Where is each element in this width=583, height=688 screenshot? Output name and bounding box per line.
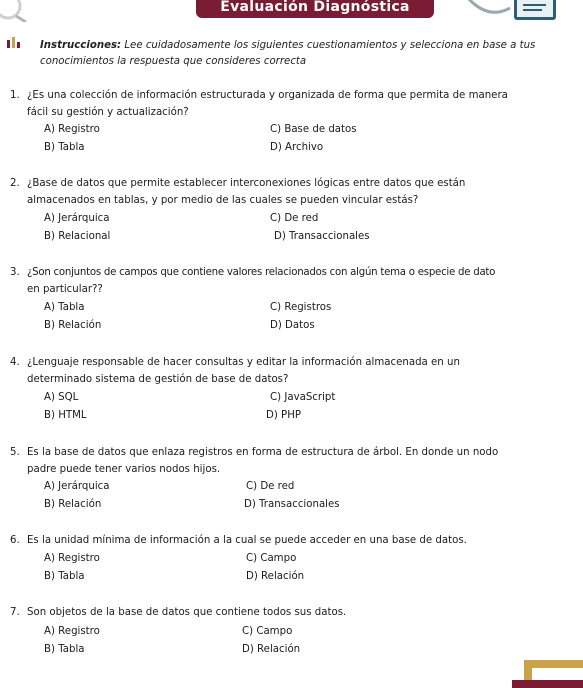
instructions-label: Instrucciones: <box>40 40 122 51</box>
question-text: ¿Es una colección de información estructurada y organizada de forma que permita de manera <box>27 90 508 101</box>
option-c[interactable]: C) Campo <box>242 626 293 637</box>
option-d[interactable]: D) Relación <box>242 644 301 655</box>
question-text: ¿Base de datos que permite establecer interconexiones lógicas entre datos que están <box>27 178 466 189</box>
option-c[interactable]: C) Registros <box>270 302 332 313</box>
question-number: 1. <box>10 90 20 101</box>
option-a[interactable]: A) SQL <box>44 392 79 403</box>
question-text-continued: en particular?? <box>27 283 103 295</box>
option-c[interactable]: C) Base de datos <box>270 124 357 135</box>
option-a[interactable]: A) Registro <box>44 124 100 135</box>
question-text-continued: padre puede tener varios nodos hijos. <box>27 463 221 475</box>
question-text-continued: determinado sistema de gestión de base de datos? <box>27 373 289 385</box>
question-text-continued: fácil su gestión y actualización? <box>27 106 189 118</box>
question-2 <box>10 176 575 209</box>
option-d[interactable]: D) PHP <box>266 410 302 421</box>
question-5 <box>10 445 575 478</box>
instructions-text: Lee cuidadosamente los siguientes cuestionamientos y selecciona en base a tus conocimientos la respuesta que consideres correcta <box>40 40 536 67</box>
question-3 <box>10 265 575 298</box>
corner-decoration <box>512 660 583 688</box>
option-c[interactable]: C) Campo <box>246 553 297 564</box>
option-d[interactable]: D) Transaccionales <box>274 231 370 242</box>
question-1 <box>10 88 575 121</box>
option-c[interactable]: C) De red <box>270 213 319 224</box>
option-a[interactable]: A) Registro <box>44 626 100 637</box>
option-b[interactable]: B) Relacional <box>44 231 111 242</box>
question-number: 5. <box>10 447 20 458</box>
question-text-continued: almacenados en tablas, y por medio de las cuales se pueden vincular estás? <box>27 194 419 206</box>
question-number: 4. <box>10 357 20 368</box>
option-d[interactable]: D) Archivo <box>270 142 324 153</box>
option-c[interactable]: C) JavaScript <box>270 392 336 403</box>
option-b[interactable]: B) Tabla <box>44 571 85 582</box>
question-number: 7. <box>10 607 20 618</box>
magnifier-icon <box>0 0 28 22</box>
page-title: Evaluación Diagnóstica <box>196 0 434 18</box>
question-text: ¿Lenguaje responsable de hacer consultas y editar la información almacenada en un <box>27 357 460 368</box>
instructions <box>40 38 560 70</box>
bar-chart-icon <box>7 36 23 48</box>
option-a[interactable]: A) Registro <box>44 553 100 564</box>
option-b[interactable]: B) Relación <box>44 499 102 510</box>
question-text: Son objetos de la base de datos que contiene todos sus datos. <box>27 607 347 618</box>
question-number: 2. <box>10 178 20 189</box>
option-b[interactable]: B) HTML <box>44 410 87 421</box>
question-text: ¿Son conjuntos de campos que contiene valores relacionados con algún tema o especie de dato <box>27 267 496 278</box>
question-4 <box>10 355 575 388</box>
option-b[interactable]: B) Tabla <box>44 142 85 153</box>
question-number: 3. <box>10 267 20 278</box>
option-d[interactable]: D) Transaccionales <box>244 499 340 510</box>
option-a[interactable]: A) Jerárquica <box>44 213 110 224</box>
question-text: Es la base de datos que enlaza registros en forma de estructura de árbol. En donde un nodo <box>27 447 499 458</box>
question-number: 6. <box>10 535 20 546</box>
option-c[interactable]: C) De red <box>246 481 295 492</box>
option-b[interactable]: B) Tabla <box>44 644 85 655</box>
question-7 <box>10 605 575 622</box>
option-d[interactable]: D) Datos <box>270 320 315 331</box>
board-icon <box>468 0 583 22</box>
option-a[interactable]: A) Tabla <box>44 302 85 313</box>
question-6 <box>10 533 575 550</box>
option-d[interactable]: D) Relación <box>246 571 305 582</box>
question-text: Es la unidad mínima de información a la cual se puede acceder en una base de datos. <box>27 535 467 546</box>
option-a[interactable]: A) Jerárquica <box>44 481 110 492</box>
option-b[interactable]: B) Relación <box>44 320 102 331</box>
